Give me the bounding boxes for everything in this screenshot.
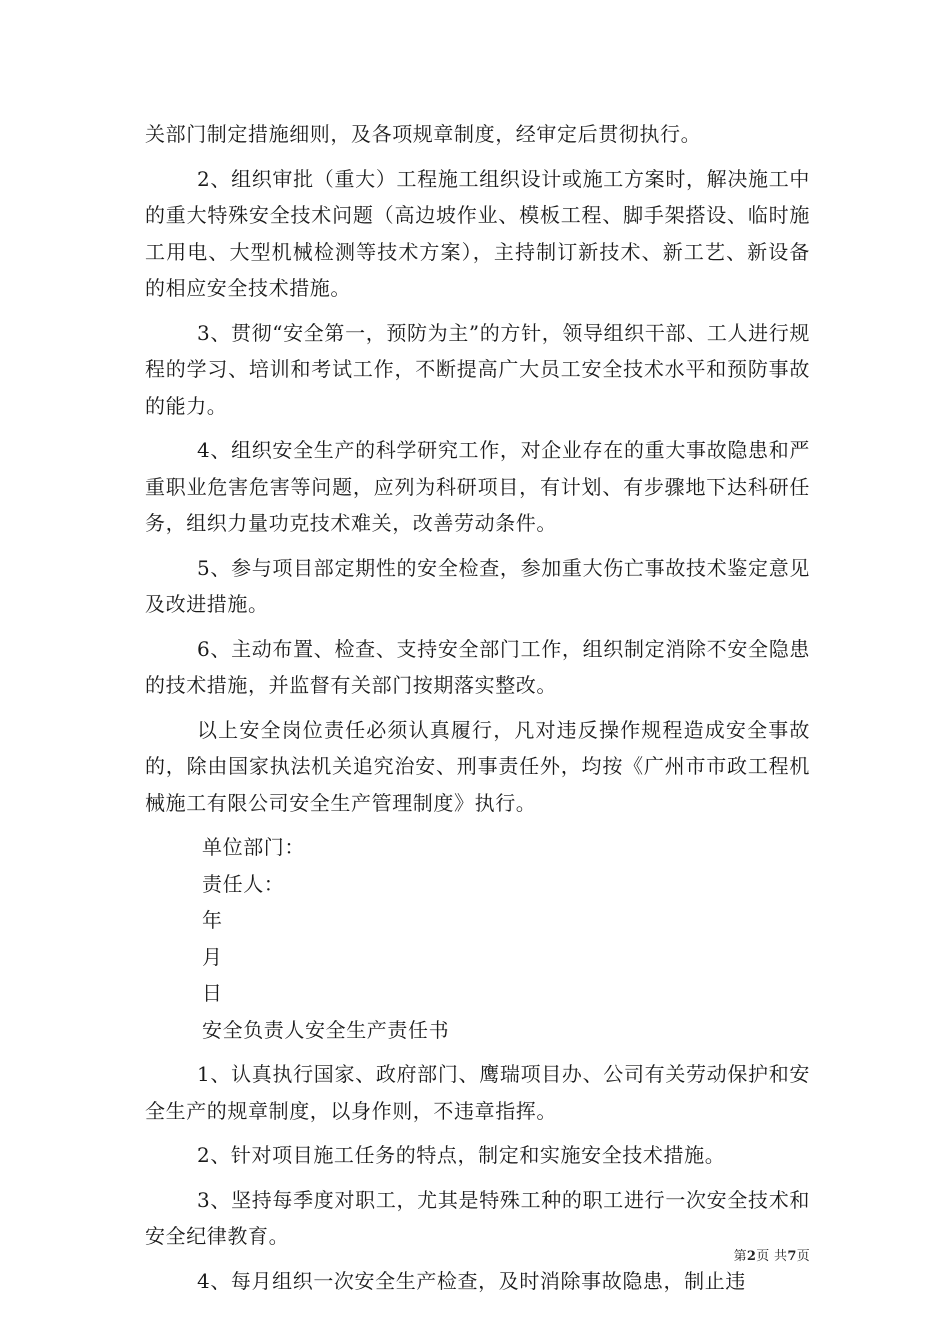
footer-current-page: 2 — [746, 1249, 757, 1264]
page-number-footer — [700, 1249, 810, 1265]
section-paragraph-1: 1、认真执行国家、政府部门、鹰瑞项目办、公司有关劳动保护和安全生产的规章制度，以身作则，不违章指挥。 — [145, 1062, 810, 1123]
sign-unit-department: 单位部门： — [202, 835, 305, 859]
sign-day: 日 — [202, 981, 223, 1005]
paragraph-item-2: 2、组织审批（重大）工程施工组织设计或施工方案时，解决施工中的重大特殊安全技术问题（高边坡作业、模板工程、脚手架搭设、临时施工用电、大型机械检测等技术方案），主持制订新技术、新工艺、新设备的相应安全技术措施。 — [145, 166, 810, 300]
footer-total-pages: 7 — [787, 1249, 797, 1264]
section-paragraph-3: 3、坚持每季度对职工，尤其是特殊工种的职工进行一次安全技术和安全纪律教育。 — [145, 1187, 810, 1248]
paragraph-item-3: 3、贯彻“安全第一，预防为主”的方针，领导组织干部、工人进行规程的学习、培训和考试工作，不断提高广大员工安全技术水平和预防事故的能力。 — [145, 320, 810, 418]
sign-month: 月 — [202, 944, 223, 969]
document-body — [145, 116, 810, 1307]
paragraph-item-4: 4、组织安全生产的科学研究工作，对企业存在的重大事故隐患和严重职业危害危害等问题，应列为科研项目，有计划、有步骤地下达科研任务，组织力量功克技术难关，改善劳动条件。 — [145, 438, 810, 535]
footer-suffix: 页 — [796, 1249, 810, 1264]
sign-year: 年 — [202, 908, 223, 932]
paragraph-continuation: 关部门制定措施细则，及各项规章制度，经审定后贯彻执行。 — [145, 122, 702, 146]
section-paragraph-2: 2、针对项目施工任务的特点，制定和实施安全技术措施。 — [197, 1143, 726, 1167]
footer-middle: 页 共 — [756, 1249, 788, 1264]
section-paragraph-4: 4、每月组织一次安全生产检查，及时消除事故隐患，制止违 — [197, 1268, 746, 1293]
sign-responsible-person: 责任人： — [202, 871, 285, 896]
footer-prefix: 第 — [733, 1249, 747, 1264]
paragraph-item-5: 5、参与项目部定期性的安全检查，参加重大伤亡事故技术鉴定意见及改进措施。 — [145, 555, 810, 616]
section-title: 安全负责人安全生产责任书 — [202, 1017, 450, 1042]
paragraph-conclusion: 以上安全岗位责任必须认真履行，凡对违反操作规程造成安全事故的，除由国家执法机关追究治安、刑事责任外，均按《广州市市政工程机械施工有限公司安全生产管理制度》执行。 — [145, 717, 810, 815]
paragraph-item-6: 6、主动布置、检查、支持安全部门工作，组织制定消除不安全隐患的技术措施，并监督有关部门按期落实整改。 — [145, 636, 810, 697]
